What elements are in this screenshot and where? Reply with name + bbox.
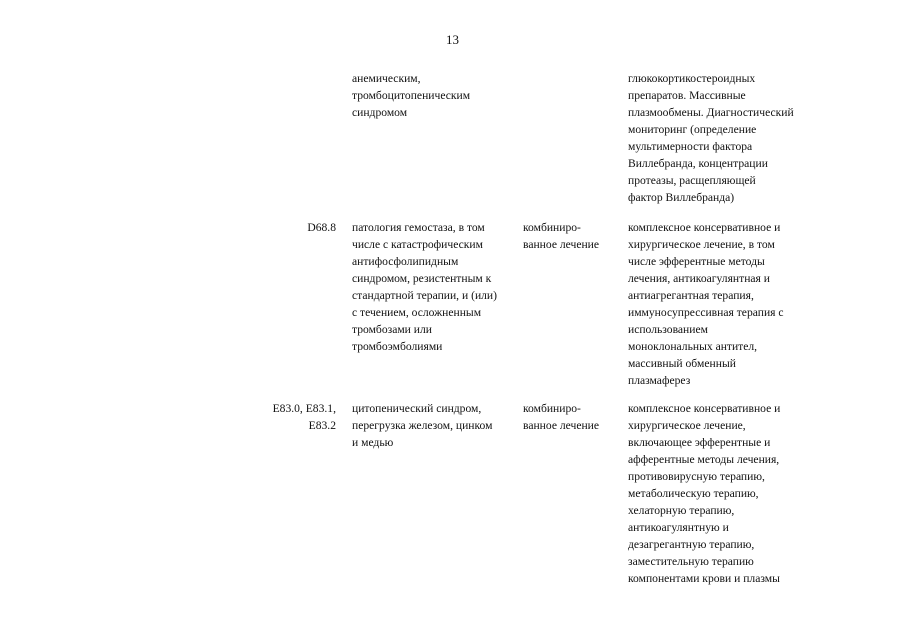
treatment-method-line: глюкокортикостероидных [628,72,756,85]
treatment-method-line: хелаторную терапию, [628,504,735,517]
icd-code-line: E83.0, E83.1, [272,402,336,415]
treatment-type-cell [523,400,619,434]
treatment-type-line: комбиниро- [523,221,581,234]
treatment-method-line: афферентные методы лечения, [628,453,780,466]
treatment-method-line: хирургическое лечение, в том [628,238,775,251]
diagnosis-line: тромбозами или [352,323,432,336]
treatment-method-line: моноклональных антител, [628,340,758,353]
diagnosis-line: цитопенический синдром, [352,402,482,415]
page-number: 13 [446,32,459,47]
treatment-method-cell [628,70,818,206]
diagnosis-line: патология гемостаза, в том [352,221,485,234]
treatment-method-line: комплексное консервативное и [628,221,781,234]
treatment-method-line: плазмаферез [628,374,691,387]
treatment-type-line: ванное лечение [523,419,600,432]
treatment-method-line: плазмообмены. Диагностический [628,106,794,119]
treatment-method-line: протеазы, расщепляющей [628,174,756,187]
treatment-method-line: дезагрегантную терапию, [628,538,755,551]
icd-code-cell [240,400,336,434]
treatment-method-line: заместительную терапию [628,555,754,568]
treatment-method-line: иммуносупрессивная терапия с [628,306,784,319]
treatment-method-line: Виллебранда, концентрации [628,157,768,170]
treatment-method-line: комплексное консервативное и [628,402,781,415]
treatment-method-line: мультимерности фактора [628,140,753,153]
icd-code-line: D68.8 [307,221,336,234]
diagnosis-cell [352,400,514,451]
diagnosis-line: перегрузка железом, цинком [352,419,493,432]
diagnosis-line: анемическим, [352,72,421,85]
diagnosis-line: числе с катастрофическим [352,238,483,251]
treatment-type-cell [523,219,619,253]
diagnosis-line: тромбоцитопеническим [352,89,471,102]
diagnosis-line: синдромом, резистентным к [352,272,492,285]
diagnosis-line: с течением, осложненным [352,306,482,319]
treatment-method-line: антикоагулянтную и [628,521,729,534]
treatment-method-line: хирургическое лечение, [628,419,746,432]
treatment-method-line: компонентами крови и плазмы [628,572,780,585]
treatment-method-line: использованием [628,323,708,336]
treatment-method-cell [628,400,818,587]
diagnosis-cell [352,219,514,355]
treatment-method-line: метаболическую терапию, [628,487,759,500]
diagnosis-cell [352,70,514,121]
treatment-method-line: мониторинг (определение [628,123,757,136]
diagnosis-line: и медью [352,436,394,449]
treatment-method-line: лечения, антикоагулянтная и [628,272,770,285]
treatment-method-line: препаратов. Массивные [628,89,746,102]
treatment-method-cell [628,219,818,389]
diagnosis-line: стандартной терапии, и (или) [352,289,497,302]
treatment-type-line: ванное лечение [523,238,600,251]
icd-code-cell [240,219,336,236]
diagnosis-line: антифосфолипидным [352,255,459,268]
treatment-method-line: включающее эфферентные и [628,436,771,449]
treatment-method-line: числе эфферентные методы [628,255,765,268]
treatment-method-line: фактор Виллебранда) [628,191,735,204]
treatment-method-line: массивный обменный [628,357,736,370]
treatment-method-line: антиагрегантная терапия, [628,289,754,302]
treatment-type-line: комбиниро- [523,402,581,415]
treatment-method-line: противовирусную терапию, [628,470,765,483]
icd-code-line: E83.2 [308,419,336,432]
diagnosis-line: тромбоэмболиями [352,340,443,353]
diagnosis-line: синдромом [352,106,408,119]
